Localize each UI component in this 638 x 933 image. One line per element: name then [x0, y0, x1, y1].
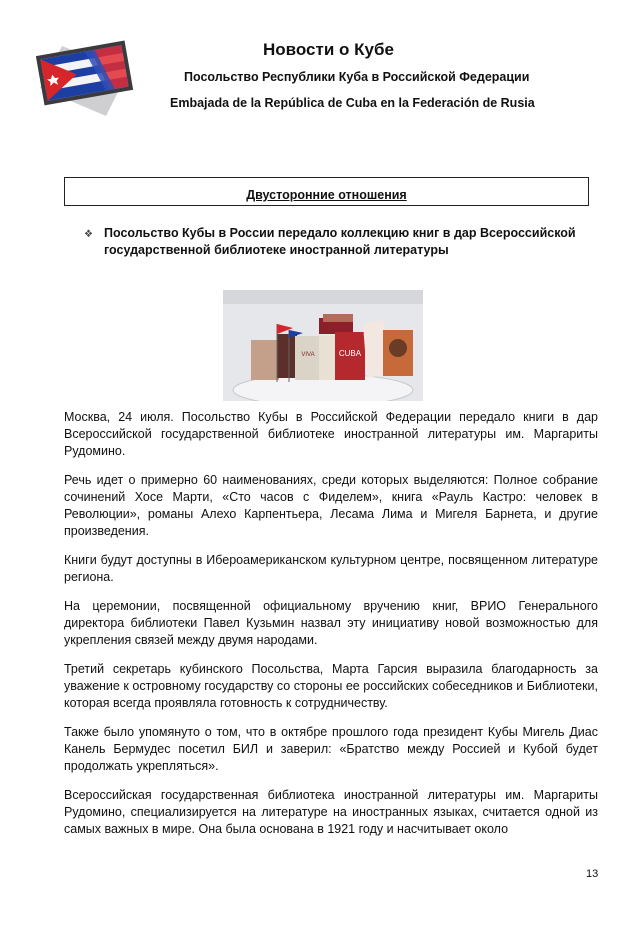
- section-header-box: [64, 177, 589, 206]
- page-number: 13: [586, 868, 599, 880]
- page-title: Новости о Кубе: [263, 40, 394, 59]
- article-paragraph: Москва, 24 июля. Посольство Кубы в Российской Федерации передало книги в дар Всероссийской государственной библиотеке иностранной литературы им. Маргариты Рудомино.: [64, 410, 598, 458]
- article-paragraph: Всероссийская государственная библиотека иностранной литературы им. Маргариты Рудомино, специализируется на литературе на иностранных языках, считается одной из самых важных в мире. Она была основана в 1921 году и насчитывает около: [64, 788, 598, 836]
- book-title-viva: VIVA: [301, 352, 315, 358]
- book-title-cuba: CUBA: [338, 349, 362, 358]
- cuba-russia-flags-logo-icon: [36, 38, 136, 124]
- article-paragraph: Также было упомянуто о том, что в октябре прошлого года президент Кубы Мигель Диас Канель Бермудес посетил БИЛ и заверил: «Братство между Россией и Кубой будет продолжать укрепляться».: [64, 725, 598, 773]
- embassy-name-es: Embajada de la República de Cuba en la Federación de Rusia: [170, 96, 535, 110]
- article-paragraph: Третий секретарь кубинского Посольства, Марта Гарсия выразила благодарность за уважение к островному государству со стороны ее российских собеседников и Библиотеки, которая всегда проявляла готовность к сотрудничеству.: [64, 662, 598, 710]
- diamond-bullet-icon: ❖: [84, 229, 93, 240]
- section-title: Двусторонние отношения: [246, 188, 407, 202]
- article-paragraph: Книги будут доступны в Ибероамериканском культурном центре, посвященном литературе региона.: [64, 553, 598, 584]
- embassy-name-ru: Посольство Республики Куба в Российской Федерации: [184, 70, 530, 84]
- article-photo: [223, 290, 423, 401]
- article-body: [64, 409, 598, 850]
- article-paragraph: Речь идет о примерно 60 наименованиях, среди которых выделяются: Полное собрание сочинений Хосе Марти, «Сто часов с Фиделем», книга «Рауль Кастро: человек в Революции», романы Алехо Карпентьера, Лесама Лима и Мигеля Барнета, и другие произведения.: [64, 473, 598, 538]
- article-paragraph: На церемонии, посвященной официальному вручению книг, ВРИО Генерального директора библиотеки Павел Кузьмин назвал эту инициативу новой возможностью для укрепления связей между двумя народами.: [64, 599, 598, 647]
- article-headline: Посольство Кубы в России передало коллекцию книг в дар Всероссийской государственной библиотеке иностранной литературы: [104, 226, 576, 257]
